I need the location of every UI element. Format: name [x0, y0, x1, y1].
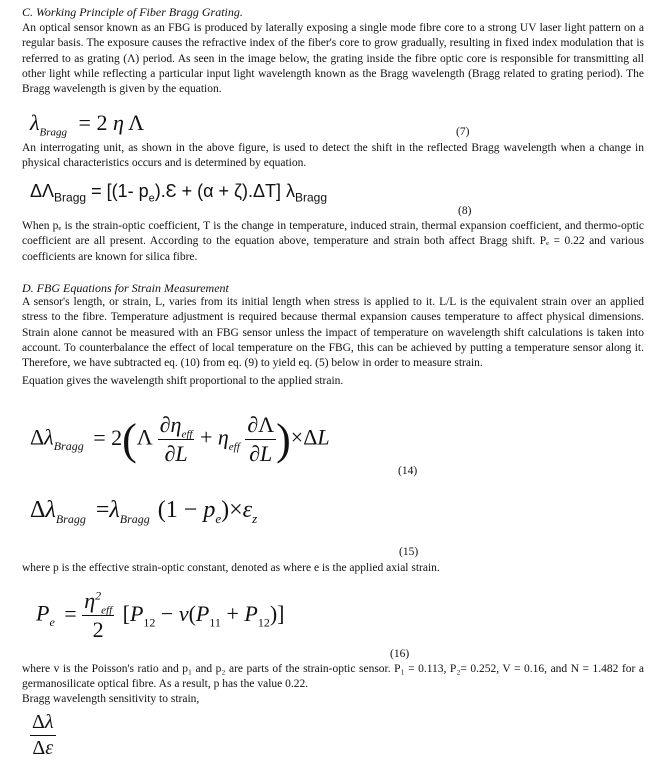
paragraph-poisson-ratio: where v is the Poisson's ratio and p₁ and p₂ are parts of the strain-optic sensor. P₁ = 0.113, P₂= 0.252, V = 0.16, and N = 1.482 for a germanosilicate optical fibre. As a result, p has the value 0.22.	[22, 663, 644, 691]
equation-bragg-shift: $\Delta\Lambda_{Bragg} = [(1-$ $p_e).Ɛ + (\alpha + \zeta).\Delta T$] $\lambda_{Bragg}$	[30, 181, 328, 205]
equation-number-8: (8)	[458, 205, 472, 217]
equation-effective-strain-optic: $P_e$ = $\frac{\eta^2_{eff}}{2}$ $[P_{12} - v(P_{11} + P_{12})]$	[36, 588, 285, 642]
equation-wavelength-shift-strain: $\Delta\lambda_{Bragg} = 2(\Lambda$ $\frac{\partial\eta_{eff}}{\partial L}$ + $\eta_{eff}$ $\frac{\partial\Lambda}{\partial L}$ )×ΔL	[30, 412, 330, 466]
paragraph-interrogating-unit: An interrogating unit, as shown in the above figure, is used to detect the shift in the reflected Bragg wavelength when a change in physical characteristics occurs and is determined by equation.	[22, 142, 644, 170]
equation-number-15: (15)	[399, 546, 419, 558]
equation-sensitivity-fraction: $\frac{\Delta\lambda}{\Delta\varepsilon}$	[32, 711, 54, 759]
equation-number-7: (7)	[456, 126, 470, 138]
equation-wavelength-shift-epsilon: $\Delta\lambda_{Bragg} =\lambda_{Bragg}$ $(1 - p_e)\times\varepsilon_z$	[30, 497, 258, 526]
paragraph-strain-optic: When pₑ is the strain-optic coefficient, T is the change in temperature, induced strain, thermal expansion coefficient, and thermo-optic coefficient are all present. According to the equation above, temperature and strain both affect Bragg shift. Pₑ = 0.22 and various coefficients are known for silica fibre.	[22, 220, 644, 263]
equation-number-14: (14)	[398, 465, 418, 477]
section-heading-d: D. FBG Equations for Strain Measurement	[22, 281, 229, 295]
paragraph-wavelength-shift: Equation gives the wavelength shift proportional to the applied strain.	[22, 375, 344, 387]
paragraph-strain-measurement: A sensor's length, or strain, L, varies from its initial length when stress is applied to it. L/L is the equivalent strain over an applied stress to the fibre. Temperature adjustment is required because thermal expansion causes temperature to affect physical dimensions. Strain alone cannot be measured with an FBG sensor unless the impact of temperature on wavelength shift calculations is taken into account. To counterbalance the effect of local temperature on the FBG, this can be achieved by putting a temperature sensor along it. Therefore, we have subtracted eq. (10) from eq. (9) to yield eq. (5) below in order to measure strain.	[22, 296, 644, 370]
paragraph-effective-constant: where p is the effective strain-optic constant, denoted as where e is the applied axial strain.	[22, 562, 440, 574]
paragraph-fbg-principle: An optical sensor known as an FBG is produced by laterally exposing a single mode fibre core to a strong UV laser light pattern on a regular basis. The exposure causes the refractive index of the fiber's core to grow gradually, resulting in fixed index modulation that is referred to as grating (Λ) period. As seen in the image below, the grating inside the fibre optic core is responsible for transmitting all other light while reflecting a particular input light wavelength known as the Bragg wavelength (Bragg related to grating period). The Bragg wavelength is given by the equation.	[22, 22, 644, 96]
paragraph-sensitivity: Bragg wavelength sensitivity to strain,	[22, 693, 200, 705]
section-heading-c: C. Working Principle of Fiber Bragg Grating.	[22, 5, 243, 19]
equation-bragg-wavelength: $\lambda_{Bragg} = 2$ η Λ	[30, 110, 145, 139]
equation-number-16: (16)	[390, 648, 410, 660]
